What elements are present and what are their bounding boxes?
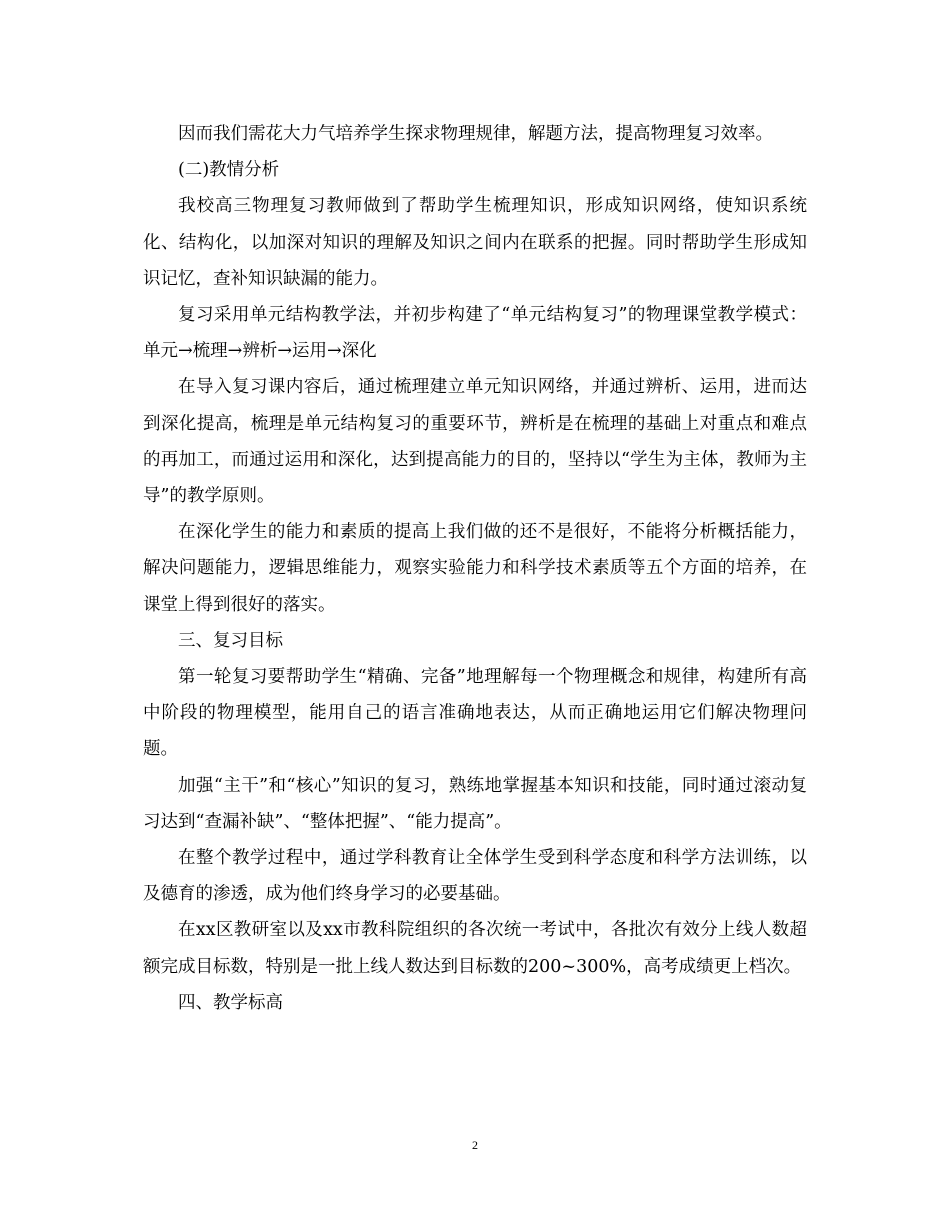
paragraph-unit-structure: 复习采用单元结构教学法，并初步构建了“单元结构复习”的物理课堂教学模式：单元→梳理→辨析→运用→深化 [143, 305, 807, 362]
paragraph-teaching-process: 在整个教学过程中，通过学科教育让全体学生受到科学态度和科学方法训练，以及德育的渗透，成为他们终身学习的必要基础。 [143, 848, 807, 905]
heading-teaching-standard: 四、教学标高 [178, 992, 283, 1013]
paragraph-core-knowledge: 加强“主干”和“核心”知识的复习，熟练地掌握基本知识和技能，同时通过滚动复习达到“查漏补缺”、“整体把握”、“能力提高”。 [143, 775, 807, 832]
heading-teaching-analysis: (二)教情分析 [178, 160, 280, 181]
paragraph-exam-results: 在xx区教研室以及xx市教科院组织的各次统一考试中，各批次有效分上线人数超额完成目标数，特别是一批上线人数达到目标数的200~300%，高考成绩更上档次。 [143, 920, 807, 977]
paragraph-first-round: 第一轮复习要帮助学生“精确、完备”地理解每一个物理概念和规律，构建所有高中阶段的物理模型，能用自己的语言准确地表达，从而正确地运用它们解决物理问题。 [143, 667, 807, 760]
heading-review-goals: 三、复习目标 [178, 630, 283, 651]
document-body [143, 116, 807, 1021]
page-number: 2 [472, 1138, 478, 1152]
paragraph-ability-cultivation: 在深化学生的能力和素质的提高上我们做的还不是很好，不能将分析概括能力，解决问题能力，逻辑思维能力，观察实验能力和科学技术素质等五个方面的培养，在课堂上得到很好的落实。 [143, 522, 807, 615]
paragraph-review-process: 在导入复习课内容后，通过梳理建立单元知识网络，并通过辨析、运用，进而达到深化提高，梳理是单元结构复习的重要环节，辨析是在梳理的基础上对重点和难点的再加工，而通过运用和深化，达到提高能力的目的，坚持以“学生为主体，教师为主导”的教学原则。 [143, 377, 807, 507]
paragraph-knowledge-network: 我校高三物理复习教师做到了帮助学生梳理知识，形成知识网络，使知识系统化、结构化，以加深对知识的理解及知识之间内在联系的把握。同时帮助学生形成知识记忆，查补知识缺漏的能力。 [143, 196, 807, 289]
paragraph-efficiency: 因而我们需花大力气培养学生探求物理规律，解题方法，提高物理复习效率。 [178, 124, 773, 144]
